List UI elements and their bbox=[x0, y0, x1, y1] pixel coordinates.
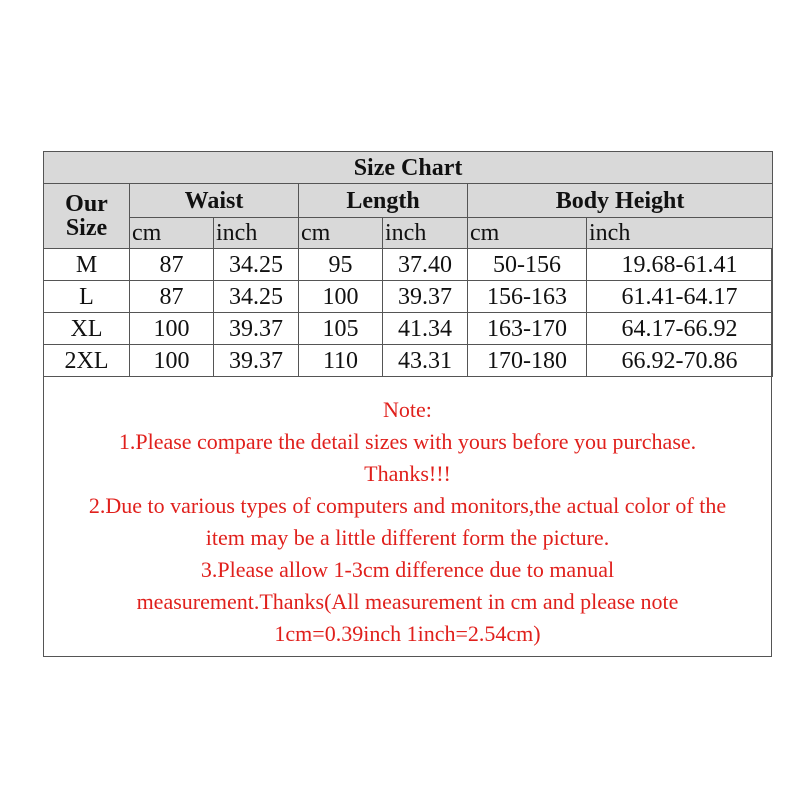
note-line: Thanks!!! bbox=[364, 461, 451, 486]
size-header-line-2: Size bbox=[65, 215, 108, 241]
header-row-units bbox=[44, 218, 773, 249]
title-row bbox=[44, 152, 773, 184]
size-cell: L bbox=[44, 281, 130, 313]
table-cell: 156-163 bbox=[468, 281, 587, 313]
table-cell: 61.41-64.17 bbox=[587, 281, 773, 313]
table-cell: 34.25 bbox=[214, 281, 299, 313]
table-cell: 39.37 bbox=[214, 345, 299, 377]
table-cell: 100 bbox=[130, 345, 214, 377]
size-chart-table bbox=[43, 151, 773, 377]
note-line: item may be a little different form the picture. bbox=[205, 525, 610, 550]
table-row bbox=[44, 313, 773, 345]
table-cell: 37.40 bbox=[383, 249, 468, 281]
table-cell: 39.37 bbox=[383, 281, 468, 313]
unit-header: inch bbox=[214, 218, 299, 249]
unit-header: cm bbox=[299, 218, 383, 249]
size-header bbox=[44, 184, 130, 249]
waist-header: Waist bbox=[130, 184, 299, 218]
table-cell: 66.92-70.86 bbox=[587, 345, 773, 377]
unit-header: cm bbox=[130, 218, 214, 249]
size-cell: M bbox=[44, 249, 130, 281]
size-cell: 2XL bbox=[44, 345, 130, 377]
note-line: 1cm=0.39inch 1inch=2.54cm) bbox=[274, 621, 541, 646]
table-row bbox=[44, 281, 773, 313]
chart-title: Size Chart bbox=[44, 152, 773, 184]
table-row bbox=[44, 249, 773, 281]
note-line: 1.Please compare the detail sizes with yours before you purchase. bbox=[118, 429, 697, 454]
table-cell: 87 bbox=[130, 281, 214, 313]
table-cell: 105 bbox=[299, 313, 383, 345]
table-cell: 110 bbox=[299, 345, 383, 377]
table-cell: 41.34 bbox=[383, 313, 468, 345]
unit-header: inch bbox=[587, 218, 773, 249]
unit-header: inch bbox=[383, 218, 468, 249]
note-line: measurement.Thanks(All measurement in cm and please note bbox=[136, 589, 679, 614]
table-cell: 39.37 bbox=[214, 313, 299, 345]
table-cell: 43.31 bbox=[383, 345, 468, 377]
unit-header: cm bbox=[468, 218, 587, 249]
table-cell: 87 bbox=[130, 249, 214, 281]
note-line: 3.Please allow 1-3cm difference due to manual bbox=[200, 557, 615, 582]
note-heading: Note: bbox=[383, 397, 432, 422]
table-cell: 64.17-66.92 bbox=[587, 313, 773, 345]
header-row-groups bbox=[44, 184, 773, 218]
table-cell: 95 bbox=[299, 249, 383, 281]
table-cell: 100 bbox=[130, 313, 214, 345]
note-line: 2.Due to various types of computers and monitors,the actual color of the bbox=[88, 493, 727, 518]
table-cell: 50-156 bbox=[468, 249, 587, 281]
size-header-line-1: Our bbox=[65, 191, 108, 217]
table-row bbox=[44, 345, 773, 377]
length-header: Length bbox=[299, 184, 468, 218]
table-cell: 34.25 bbox=[214, 249, 299, 281]
size-cell: XL bbox=[44, 313, 130, 345]
body-height-header: Body Height bbox=[468, 184, 773, 218]
table-cell: 100 bbox=[299, 281, 383, 313]
notes-panel bbox=[44, 381, 771, 656]
table-cell: 19.68-61.41 bbox=[587, 249, 773, 281]
table-cell: 170-180 bbox=[468, 345, 587, 377]
table-cell: 163-170 bbox=[468, 313, 587, 345]
